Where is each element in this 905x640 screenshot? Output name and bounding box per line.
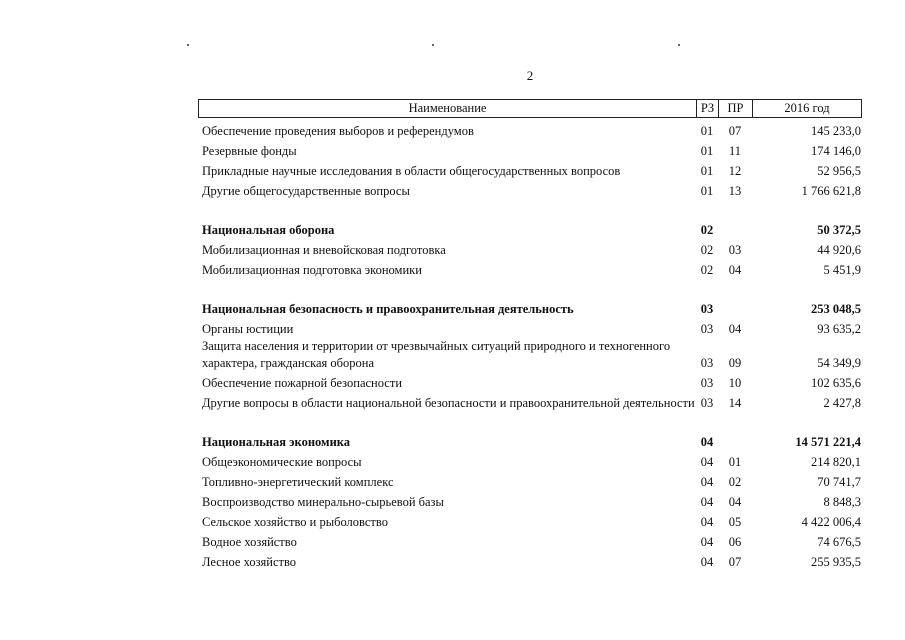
row-name: Национальная оборона [202,223,335,237]
row-value: 1 766 621,8 [801,184,861,198]
row-name: Мобилизационная подготовка экономики [202,263,422,277]
table-row [198,239,862,259]
table-row [198,160,862,180]
row-pr: 04 [728,263,742,277]
row-pr: 04 [728,495,742,509]
row-name: Мобилизационная и вневойсковая подготовка [202,243,446,257]
row-pr: 04 [728,322,742,336]
table-row [198,372,862,392]
row-value: 44 920,6 [817,243,861,257]
row-name: Обеспечение проведения выборов и референдумов [202,124,474,138]
row-pr: 02 [728,475,742,489]
section-heading-row [198,298,862,318]
row-name: Топливно-энергетический комплекс [202,475,394,489]
row-name: Сельское хозяйство и рыболовство [202,515,388,529]
table-row [198,392,862,412]
table-row [198,451,862,471]
row-rz: 04 [700,475,714,489]
section-heading-row [198,431,862,451]
row-name: Защита населения и территории от чрезвычайных ситуаций природного и техногенного характера, гражданская оборона [202,339,671,370]
row-pr: 13 [728,184,742,198]
row-rz: 03 [700,376,714,390]
row-rz: 01 [700,144,714,158]
table-header [198,99,862,118]
header-year: 2016 год [784,101,830,115]
row-rz: 02 [700,263,714,277]
row-rz: 01 [700,184,714,198]
row-value: 255 935,5 [811,555,861,569]
row-name: Общеэкономические вопросы [202,455,362,469]
section-spacer [198,200,862,219]
row-pr: 14 [728,396,742,410]
row-rz: 04 [700,455,714,469]
table-row [198,531,862,551]
table-body [198,120,862,571]
row-name: Резервные фонды [202,144,297,158]
row-name: Водное хозяйство [202,535,297,549]
row-name: Национальная безопасность и правоохранительная деятельность [202,302,574,316]
section-heading-row [198,219,862,239]
page-number: 2 [526,68,534,83]
row-name: Прикладные научные исследования в области общегосударственных вопросов [202,164,621,178]
section-spacer [198,412,862,431]
row-value: 8 848,3 [823,495,861,509]
table-row [198,259,862,279]
table-row [198,180,862,200]
row-pr: 07 [728,124,742,138]
row-rz: 03 [700,302,714,316]
row-name: Другие общегосударственные вопросы [202,184,410,198]
row-pr: 06 [728,535,742,549]
row-name: Воспроизводство минерально-сырьевой базы [202,495,444,509]
row-pr: 10 [728,376,742,390]
row-rz: 04 [700,555,714,569]
row-value: 174 146,0 [811,144,861,158]
row-rz: 04 [700,535,714,549]
row-value: 102 635,6 [811,376,861,390]
table-row [198,471,862,491]
row-pr: 05 [728,515,742,529]
row-rz: 03 [700,396,714,410]
row-pr: 12 [728,164,742,178]
section-spacer [198,279,862,298]
row-rz: 01 [700,124,714,138]
row-value: 54 349,9 [817,356,861,370]
row-pr: 07 [728,555,742,569]
table-row [198,318,862,338]
row-value: 93 635,2 [817,322,861,336]
row-pr: 03 [728,243,742,257]
row-name: Национальная экономика [202,435,351,449]
scan-speck [678,44,680,46]
table-row [198,511,862,531]
row-value: 214 820,1 [811,455,861,469]
scan-speck [432,44,434,46]
row-value: 5 451,9 [823,263,861,277]
budget-table [198,99,862,571]
header-name: Наименование [199,100,697,117]
row-rz: 04 [700,495,714,509]
header-pr: ПР [719,100,753,117]
table-row [198,491,862,511]
row-value: 4 422 006,4 [801,515,861,529]
row-value: 145 233,0 [811,124,861,138]
row-rz: 02 [700,223,714,237]
table-row [198,338,862,372]
row-rz: 03 [700,322,714,336]
header-rz: РЗ [697,100,719,117]
row-rz: 03 [700,356,714,370]
row-rz: 04 [700,435,714,449]
row-value: 50 372,5 [817,223,861,237]
row-rz: 02 [700,243,714,257]
row-value: 14 571 221,4 [795,435,861,449]
row-pr: 01 [728,455,742,469]
scan-speck [187,44,189,46]
row-value: 74 676,5 [817,535,861,549]
row-value: 70 741,7 [817,475,861,489]
row-value: 52 956,5 [817,164,861,178]
row-pr: 11 [728,144,742,158]
row-pr: 09 [728,356,742,370]
row-rz: 04 [700,515,714,529]
table-row [198,551,862,571]
row-value: 2 427,8 [823,396,861,410]
row-value: 253 048,5 [811,302,861,316]
table-row [198,140,862,160]
table-row [198,120,862,140]
row-name: Лесное хозяйство [202,555,297,569]
row-rz: 01 [700,164,714,178]
row-name: Другие вопросы в области национальной безопасности и правоохранительной деятельности [202,396,695,410]
row-name: Обеспечение пожарной безопасности [202,376,403,390]
row-name: Органы юстиции [202,322,294,336]
